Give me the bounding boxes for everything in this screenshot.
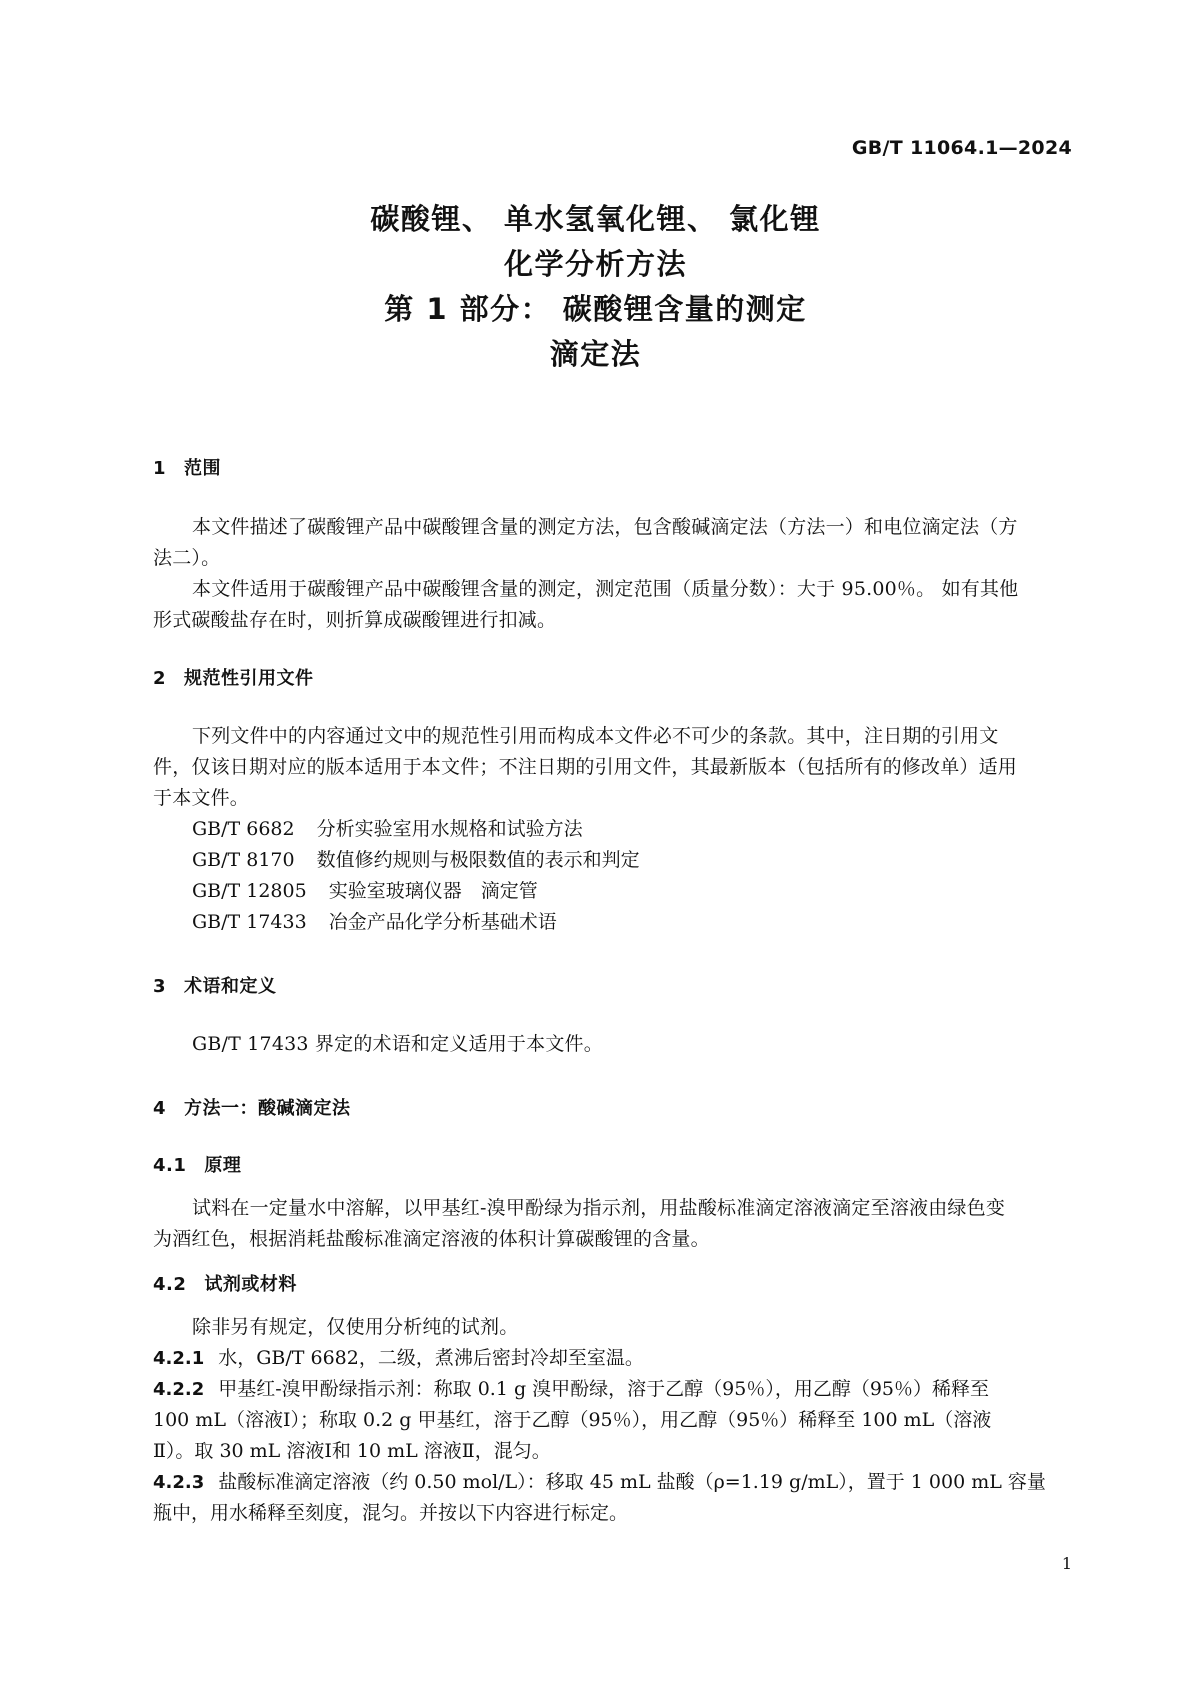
section-number: 4 bbox=[153, 1098, 167, 1119]
standard-number: GB/T 11064.1—2024 bbox=[851, 137, 1072, 159]
text-line: GB/T 17433 界定的术语和定义适用于本文件。 bbox=[192, 1033, 603, 1055]
reference-title: 冶金产品化学分析基础术语 bbox=[328, 911, 557, 933]
text-line: 于本文件。 bbox=[153, 787, 250, 809]
subsection-4-2-heading bbox=[153, 1270, 297, 1296]
clause-text: 甲基红-溴甲酚绿指示剂：称取 0.1 g 溴甲酚绿，溶于乙醇（95％），用乙醇（95％）稀释至 bbox=[218, 1378, 990, 1400]
text-line: 本文件描述了碳酸锂产品中碳酸锂含量的测定方法，包含酸碱滴定法（方法一）和电位滴定法（方 bbox=[192, 516, 1018, 538]
clause-text: Ⅱ）。取 30 mL 溶液Ⅰ和 10 mL 溶液Ⅱ，混匀。 bbox=[153, 1440, 551, 1462]
clause-number: 4.2.3 bbox=[153, 1472, 205, 1493]
reference-title: 数值修约规则与极限数值的表示和判定 bbox=[316, 849, 640, 871]
section-title: 术语和定义 bbox=[184, 976, 277, 997]
section-title: 方法一：酸碱滴定法 bbox=[184, 1098, 351, 1119]
clause-4-2-1 bbox=[153, 1343, 1073, 1374]
reference-title: 分析实验室用水规格和试验方法 bbox=[316, 818, 583, 840]
document-title-line-4: 滴定法 bbox=[549, 337, 642, 371]
clause-number: 4.2.1 bbox=[153, 1348, 205, 1369]
text-line: 为酒红色，根据消耗盐酸标准滴定溶液的体积计算碳酸锂的含量。 bbox=[153, 1228, 710, 1250]
section-title: 范围 bbox=[184, 458, 222, 479]
page-number: 1 bbox=[1061, 1554, 1072, 1573]
clause-text: 瓶中，用水稀释至刻度，混匀。并按以下内容进行标定。 bbox=[153, 1502, 629, 1524]
clause-text: 水，GB/T 6682，二级，煮沸后密封冷却至室温。 bbox=[218, 1347, 644, 1369]
subsection-4-1-heading bbox=[153, 1151, 241, 1177]
section-number: 3 bbox=[153, 976, 167, 997]
text-line: 本文件适用于碳酸锂产品中碳酸锂含量的测定，测定范围（质量分数）：大于 95.00％。 如有其他 bbox=[192, 578, 1019, 600]
subsection-title: 试剂或材料 bbox=[204, 1274, 297, 1295]
subsection-4-1-paragraph bbox=[153, 1193, 1073, 1255]
reference-code: GB/T 8170 bbox=[192, 849, 295, 871]
section-1-paragraph-2 bbox=[153, 574, 1073, 636]
reference-code: GB/T 12805 bbox=[192, 880, 307, 902]
text-line: 法二）。 bbox=[153, 547, 221, 569]
text-line: 下列文件中的内容通过文中的规范性引用而构成本文件必不可少的条款。其中，注日期的引用文 bbox=[192, 725, 999, 747]
normative-reference bbox=[192, 907, 557, 938]
document-title-line-1: 碳酸锂、 单水氢氧化锂、 氯化锂 bbox=[370, 202, 821, 236]
section-2-paragraph-1 bbox=[153, 721, 1073, 814]
reference-code: GB/T 17433 bbox=[192, 911, 307, 933]
document-title-line-2: 化学分析方法 bbox=[503, 247, 687, 281]
subsection-4-2-paragraph bbox=[153, 1312, 1073, 1343]
text-line: 除非另有规定，仅使用分析纯的试剂。 bbox=[192, 1316, 519, 1338]
section-title: 规范性引用文件 bbox=[184, 668, 314, 689]
normative-reference bbox=[192, 814, 583, 845]
section-4-heading bbox=[153, 1094, 351, 1120]
text-line: 试料在一定量水中溶解，以甲基红-溴甲酚绿为指示剂，用盐酸标准滴定溶液滴定至溶液由绿色变 bbox=[192, 1197, 1006, 1219]
subsection-title: 原理 bbox=[204, 1155, 242, 1176]
subsection-number: 4.2 bbox=[153, 1274, 187, 1295]
text-line: 件，仅该日期对应的版本适用于本文件；不注日期的引用文件，其最新版本（包括所有的修改单）适用 bbox=[153, 756, 1018, 778]
normative-reference bbox=[192, 845, 640, 876]
section-3-paragraph-1 bbox=[153, 1029, 1073, 1060]
reference-title: 实验室玻璃仪器 滴定管 bbox=[328, 880, 538, 902]
clause-text: 100 mL（溶液Ⅰ）；称取 0.2 g 甲基红，溶于乙醇（95％），用乙醇（95％）稀释至 100 mL（溶液 bbox=[153, 1409, 992, 1431]
clause-4-2-2 bbox=[153, 1374, 1073, 1467]
section-2-heading bbox=[153, 664, 314, 690]
text-line: 形式碳酸盐存在时，则折算成碳酸锂进行扣减。 bbox=[153, 609, 557, 631]
normative-reference bbox=[192, 876, 538, 907]
section-1-paragraph-1 bbox=[153, 512, 1073, 574]
document-title-line-3: 第 1 部分： 碳酸锂含量的测定 bbox=[384, 292, 807, 326]
clause-text: 盐酸标准滴定溶液（约 0.50 mol/L）：移取 45 mL 盐酸（ρ=1.19 g/mL），置于 1 000 mL 容量 bbox=[218, 1471, 1046, 1493]
reference-code: GB/T 6682 bbox=[192, 818, 295, 840]
section-3-heading bbox=[153, 972, 277, 998]
section-1-heading bbox=[153, 454, 221, 480]
clause-number: 4.2.2 bbox=[153, 1379, 205, 1400]
clause-4-2-3 bbox=[153, 1467, 1073, 1529]
section-number: 2 bbox=[153, 668, 167, 689]
subsection-number: 4.1 bbox=[153, 1155, 187, 1176]
section-number: 1 bbox=[153, 458, 167, 479]
